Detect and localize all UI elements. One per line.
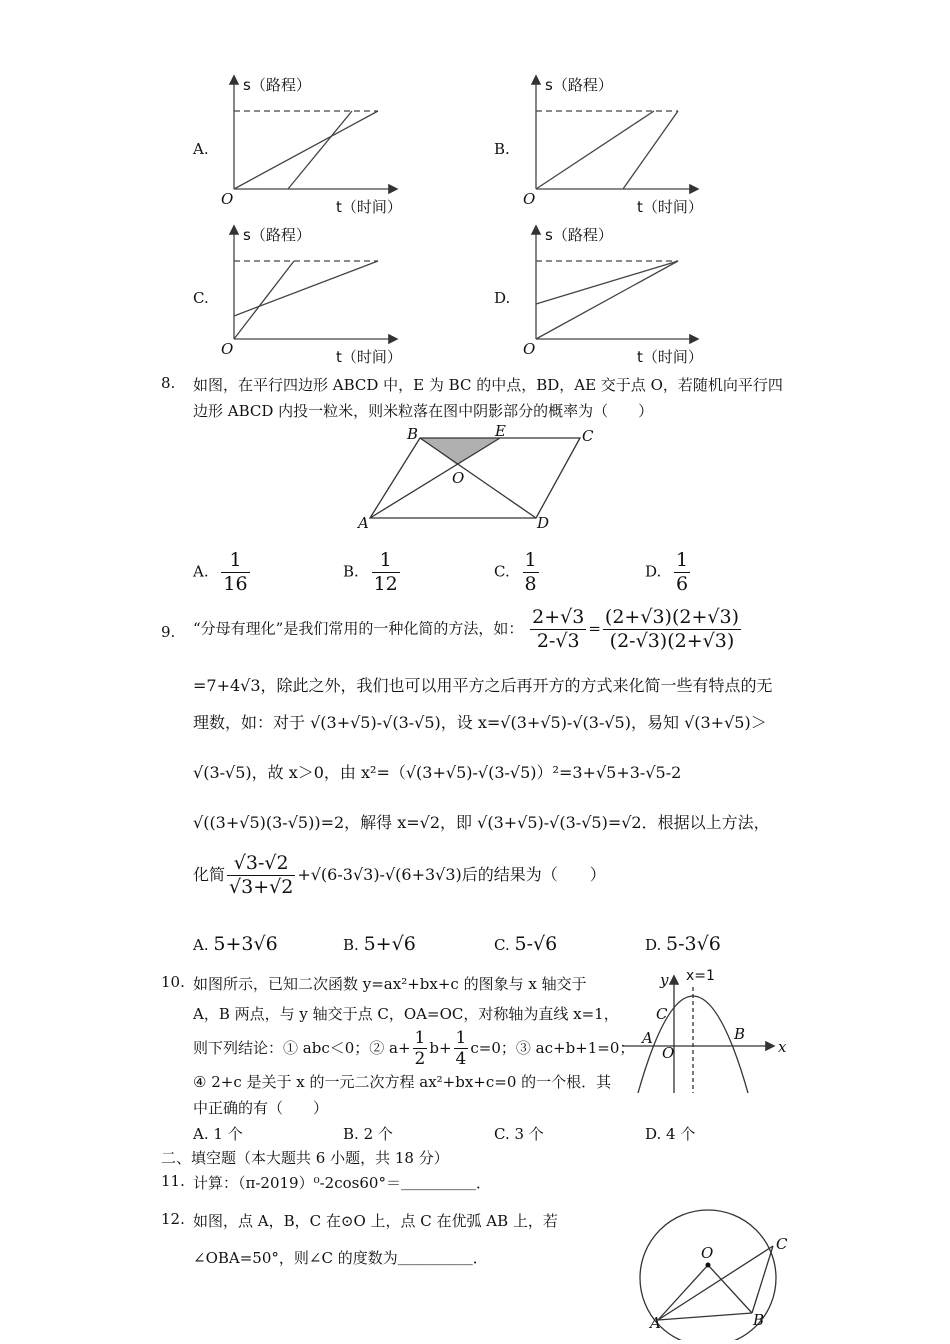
- q8-parallelogram: [350, 420, 610, 535]
- q10-number: 10.: [161, 973, 185, 991]
- q12-line1: 如图，点 A，B，C 在⊙O 上，点 C 在优弧 AB 上，若: [193, 1212, 558, 1230]
- q10-choice-b[interactable]: B. 2 个: [343, 1125, 393, 1143]
- q8-point-d: D: [537, 514, 550, 532]
- q10-choice-d[interactable]: D. 4 个: [645, 1125, 696, 1143]
- graph-b-option[interactable]: B.: [494, 140, 510, 158]
- q9-line5: √((3+√5)(3-√5))=2，解得 x=√2，即 √(3+√5)-√(3-√5)=√2．根据以上方法，: [193, 813, 770, 832]
- q12-point-o: O: [701, 1244, 714, 1262]
- q9-line3: 理数，如：对于 √(3+√5)-√(3-√5)，设 x=√(3+√5)-√(3-√5)，易知 √(3+√5)＞: [193, 713, 767, 732]
- q7-graphs: [0, 0, 950, 370]
- graph-a-ylabel: s（路程）: [243, 76, 311, 94]
- graph-c-xlabel: t（时间）: [336, 348, 402, 366]
- q12-number: 12.: [161, 1210, 185, 1228]
- graph-a-option[interactable]: A.: [193, 140, 209, 158]
- graph-b-ylabel: s（路程）: [545, 76, 613, 94]
- graph-a-xlabel: t（时间）: [336, 198, 402, 216]
- q9-line6: 化简 $\frac{√3-√2}{√3+√2}$ +√(6-3√3)-√(6+3√3)后的结果为（ ）: [193, 852, 606, 898]
- q8-line1: 如图，在平行四边形 ABCD 中，E 为 BC 的中点，BD，AE 交于点 O，若随机向平行四: [193, 376, 783, 394]
- graph-c-origin: O: [221, 340, 234, 358]
- q10-line4: ④ 2+c 是关于 x 的一元二次方程 ax²+bx+c=0 的一个根．其: [193, 1073, 612, 1091]
- q11-text: 计算：（π-2019）⁰-2cos60°＝＿＿＿＿＿．: [193, 1174, 491, 1192]
- q9-choice-b[interactable]: B. 5+√6: [343, 933, 416, 955]
- graph-d-xlabel: t（时间）: [637, 348, 703, 366]
- graph-c-ylabel: s（路程）: [243, 226, 311, 244]
- q8-point-a: A: [358, 514, 369, 532]
- q12-line2: ∠OBA=50°，则∠C 的度数为＿＿＿＿＿．: [193, 1249, 488, 1267]
- q10-label-b: B: [734, 1025, 746, 1043]
- graph-c-option[interactable]: C.: [193, 289, 209, 307]
- graph-b-origin: O: [523, 190, 536, 208]
- q9-choice-c[interactable]: C. 5-√6: [494, 933, 558, 955]
- q9-number: 9.: [161, 623, 176, 641]
- q9-line4: √(3-√5)，故 x＞0，由 x²=（√(3+√5)-√(3-√5)）²=3+√5+3-√5-2: [193, 763, 682, 782]
- q9-line1: “分母有理化”是我们常用的一种化简的方法，如： $\frac{2+√3}{2-√3}$ = $\frac{(2+√3)(2+√3)}{(2-√3)(2+√3)}$: [193, 606, 739, 652]
- q12-point-c: C: [776, 1235, 788, 1253]
- q9-line2: =7+4√3，除此之外，我们也可以用平方之后再开方的方式来化简一些有特点的无: [193, 676, 773, 695]
- q12-point-b: B: [753, 1311, 765, 1329]
- graph-d-ylabel: s（路程）: [545, 226, 613, 244]
- q8-number: 8.: [161, 374, 176, 392]
- graph-b-xlabel: t（时间）: [637, 198, 703, 216]
- q8-point-c: C: [582, 427, 594, 445]
- q10-label-axis: x=1: [686, 968, 715, 984]
- q8-point-b: B: [407, 425, 419, 443]
- q10-line5: 中正确的有（ ）: [193, 1099, 329, 1117]
- q10-label-y: y: [660, 971, 669, 989]
- q8-choice-c[interactable]: C. $\frac{1}{8}$: [494, 549, 537, 595]
- q9-choice-d[interactable]: D. 5-3√6: [645, 933, 721, 955]
- q8-point-e: E: [495, 422, 506, 440]
- q10-label-x: x: [778, 1038, 787, 1056]
- q10-label-c: C: [656, 1005, 668, 1023]
- section2-title: 二、填空题（本大题共 6 小题，共 18 分）: [161, 1149, 449, 1167]
- q8-line2: 边形 ABCD 内投一粒米，则米粒落在图中阴影部分的概率为（ ）: [193, 402, 654, 420]
- q8-choice-d[interactable]: D. $\frac{1}{6}$: [645, 549, 689, 595]
- q8-choice-b[interactable]: B. $\frac{1}{12}$: [343, 549, 398, 595]
- q8-point-o: O: [452, 469, 465, 487]
- q12-point-a: A: [650, 1314, 661, 1332]
- q10-line3: 则下列结论：① abc＜0；② a+ $\frac{1}{2}$ b+ $\frac{1}{4}$ c=0；③ ac+b+1=0；: [193, 1028, 635, 1070]
- q10-line1: 如图所示，已知二次函数 y=ax²+bx+c 的图象与 x 轴交于: [193, 975, 587, 993]
- q8-choice-a[interactable]: A. $\frac{1}{16}$: [193, 549, 248, 595]
- graph-d-option[interactable]: D.: [494, 289, 511, 307]
- q7-graphs-svg: [0, 0, 950, 370]
- q10-label-a: A: [642, 1029, 653, 1047]
- graph-d-origin: O: [523, 340, 536, 358]
- q10-choice-c[interactable]: C. 3 个: [494, 1125, 544, 1143]
- q9-choice-a[interactable]: A. 5+3√6: [193, 933, 278, 955]
- q10-choice-a[interactable]: A. 1 个: [193, 1125, 243, 1143]
- q11-number: 11.: [161, 1172, 185, 1190]
- q10-label-o: O: [662, 1044, 675, 1062]
- q10-line2: A，B 两点，与 y 轴交于点 C，OA=OC，对称轴为直线 x=1，: [193, 1005, 619, 1023]
- graph-a-origin: O: [221, 190, 234, 208]
